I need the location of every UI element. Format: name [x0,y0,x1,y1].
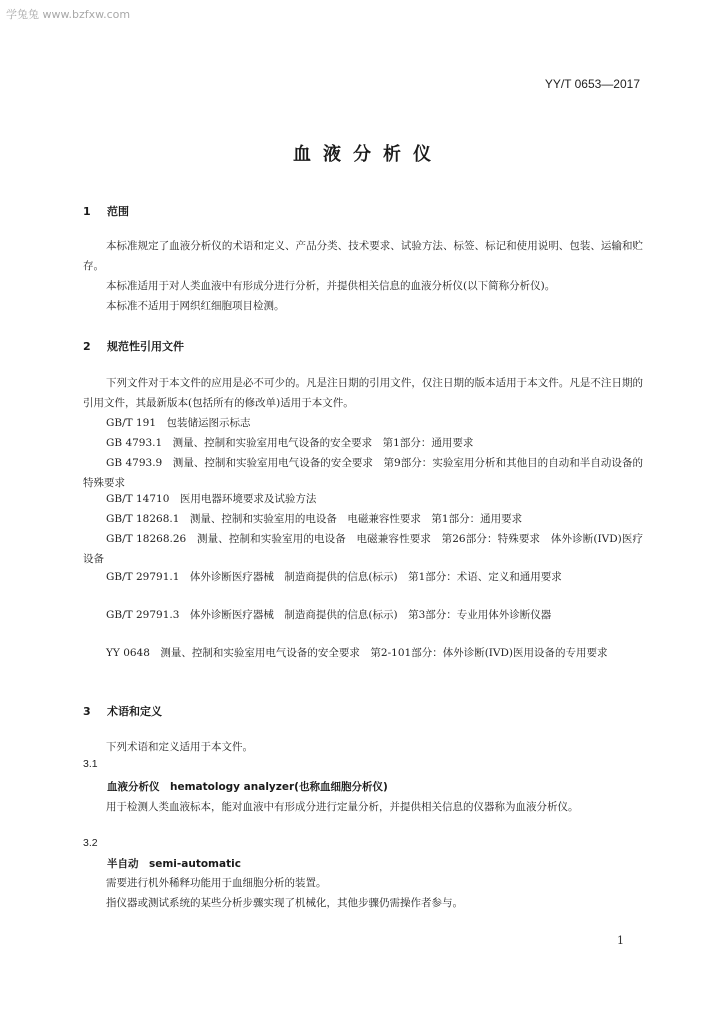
document-number: YY/T 0653—2017 [544,77,640,91]
reference-item: GB/T 29791.1 体外诊断医疗器械 制造商提供的信息(标示) 第1部分：术语、定义和通用要求 [106,571,562,583]
section-2-heading [83,338,184,354]
reference-item: GB 4793.1 测量、控制和实验室用电气设备的安全要求 第1部分：通用要求 [106,437,474,449]
watermark: 学兔兔 www.bzfxw.com [6,8,131,21]
reference-item: GB/T 29791.3 体外诊断医疗器械 制造商提供的信息(标示) 第3部分：专业用体外诊断仪器 [106,609,552,621]
paragraph: 本标准不适用于网织红细胞项目检测。 [106,300,285,312]
reference-item: GB/T 18268.26 测量、控制和实验室用的电设备 电磁兼容性要求 第26部分：特殊要求 体外诊断(IVD)医疗设备 [83,533,643,565]
clause-number: 3.2 [83,837,98,849]
paragraph: 下列术语和定义适用于本文件。 [106,741,253,753]
page-title: 血液分析仪 [293,144,443,165]
reference-item: GB/T 191 包装储运图示标志 [106,417,251,429]
term-heading: 半自动 semi-automatic [107,858,241,870]
section-title: 术语和定义 [107,705,162,718]
section-3-heading [83,703,162,719]
reference-item: GB/T 14710 医用电器环境要求及试验方法 [106,493,317,505]
section-1-heading [83,203,129,219]
page-number: 1 [617,934,624,947]
section-title: 规范性引用文件 [107,340,184,353]
paragraph: 本标准适用于对人类血液中有形成分进行分析，并提供相关信息的血液分析仪(以下简称分析仪)。 [106,280,556,292]
term-heading: 血液分析仪 hematology analyzer(也称血细胞分析仪) [107,781,388,793]
definition: 用于检测人类血液标本，能对血液中有形成分进行定量分析，并提供相关信息的仪器称为血液分析仪。 [106,801,579,813]
section-title: 范围 [107,205,129,218]
paragraph: 下列文件对于本文件的应用是必不可少的。凡是注日期的引用文件，仅注日期的版本适用于本文件。凡是不注日期的引用文件，其最新版本(包括所有的修改单)适用于本文件。 [83,377,643,409]
section-number: 3 [83,705,91,718]
reference-item: GB 4793.9 测量、控制和实验室用电气设备的安全要求 第9部分：实验室用分析和其他目的自动和半自动设备的特殊要求 [83,457,643,489]
clause-number: 3.1 [83,758,98,770]
paragraph: 本标准规定了血液分析仪的术语和定义、产品分类、技术要求、试验方法、标签、标记和使用说明、包装、运输和贮存。 [83,240,643,272]
definition: 指仪器或测试系统的某些分析步骤实现了机械化，其他步骤仍需操作者参与。 [106,897,463,909]
section-number: 1 [83,205,91,218]
section-number: 2 [83,340,91,353]
definition: 需要进行机外稀释功能用于血细胞分析的装置。 [106,877,327,889]
reference-item: GB/T 18268.1 测量、控制和实验室用的电设备 电磁兼容性要求 第1部分：通用要求 [106,513,523,525]
reference-item: YY 0648 测量、控制和实验室用电气设备的安全要求 第2-101部分：体外诊断(IVD)医用设备的专用要求 [106,647,608,659]
